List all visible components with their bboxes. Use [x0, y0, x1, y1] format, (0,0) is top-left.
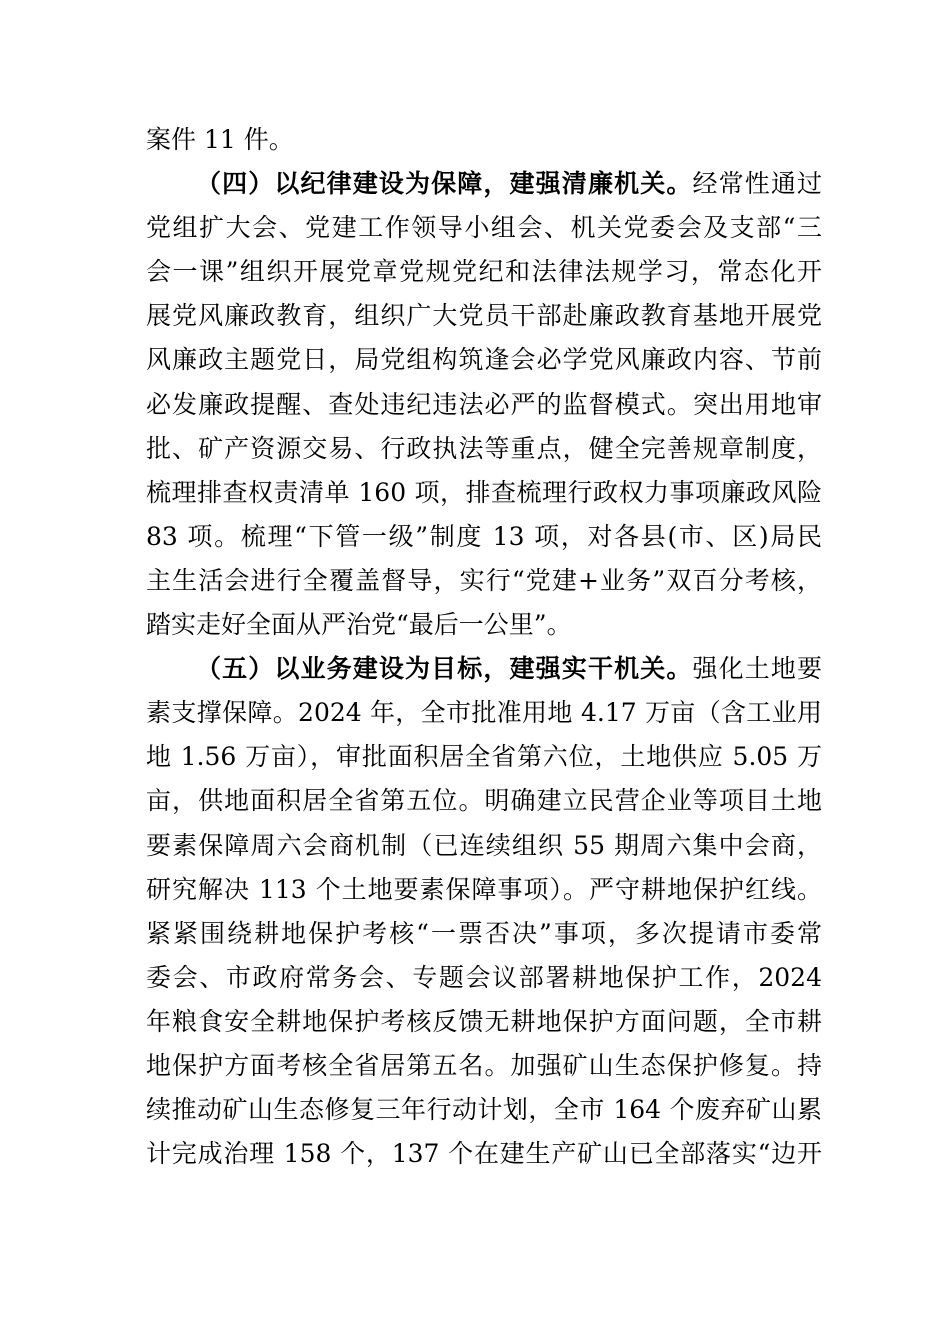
- text-line: 展党风廉政教育，组织广大党员干部赴廉政教育基地开展党: [146, 301, 822, 331]
- text-line: 计完成治理 158 个，137 个在建生产矿山已全部落实“边开: [146, 1139, 822, 1169]
- text-line: 亩，供地面积居全省第五位。明确建立民营企业等项目土地: [146, 786, 822, 816]
- section-heading: （五）以业务建设为目标，建强实干机关。: [196, 654, 693, 684]
- paragraph-first-line: [146, 647, 822, 691]
- paragraph-business: [146, 647, 822, 1176]
- text-line: 年粮食安全耕地保护考核反馈无耕地保护方面问题，全市耕: [146, 1006, 822, 1036]
- paragraph-continuation: [146, 118, 822, 162]
- text-line: 梳理排查权责清单 160 项，排查梳理行政权力事项廉政风险: [146, 477, 822, 507]
- text-line: 研究解决 113 个土地要素保障事项）。严守耕地保护红线。: [146, 874, 822, 904]
- text-fragment: 经常性通过: [692, 169, 822, 199]
- text-line: 风廉政主题党日，局党组构筑逢会必学党风廉政内容、节前: [146, 345, 822, 375]
- text-line: 紧紧围绕耕地保护考核“一票否决”事项，多次提请市委常: [146, 918, 822, 948]
- text-line: 地 1.56 万亩），审批面积居全省第六位，土地供应 5.05 万: [146, 742, 822, 772]
- text-line: 委会、市政府常务会、专题会议部署耕地保护工作，2024: [146, 962, 822, 992]
- text-line: 踏实走好全面从严治党“最后一公里”。: [146, 610, 572, 640]
- text-fragment: 强化土地要: [692, 654, 822, 684]
- body-text: [146, 118, 822, 1176]
- text-line: 续推动矿山生态修复三年行动计划，全市 164 个废弃矿山累: [146, 1095, 822, 1125]
- text-line: 会一课”组织开展党章党规党纪和法律法规学习，常态化开: [146, 257, 822, 287]
- text-line: 批、矿产资源交易、行政执法等重点，健全完善规章制度，: [146, 433, 822, 463]
- text-line: 必发廉政提醒、查处违纪违法必严的监督模式。突出用地审: [146, 389, 822, 419]
- text-line: 案件 11 件。: [146, 125, 294, 154]
- text-line: 主生活会进行全覆盖督导，实行“党建+业务”双百分考核，: [146, 565, 822, 595]
- section-heading: （四）以纪律建设为保障，建强清廉机关。: [196, 169, 693, 199]
- text-line: 党组扩大会、党建工作领导小组会、机关党委会及支部“三: [146, 213, 822, 243]
- paragraph-first-line: [146, 162, 822, 206]
- text-line: 83 项。梳理“下管一级”制度 13 项，对各县(市、区)局民: [146, 521, 822, 551]
- text-line: 要素保障周六会商机制（已连续组织 55 期周六集中会商，: [146, 830, 822, 860]
- paragraph-discipline: [146, 162, 822, 647]
- text-line: 地保护方面考核全省居第五名。加强矿山生态保护修复。持: [146, 1050, 822, 1080]
- text-line: 素支撑保障。2024 年，全市批准用地 4.17 万亩（含工业用: [146, 698, 822, 728]
